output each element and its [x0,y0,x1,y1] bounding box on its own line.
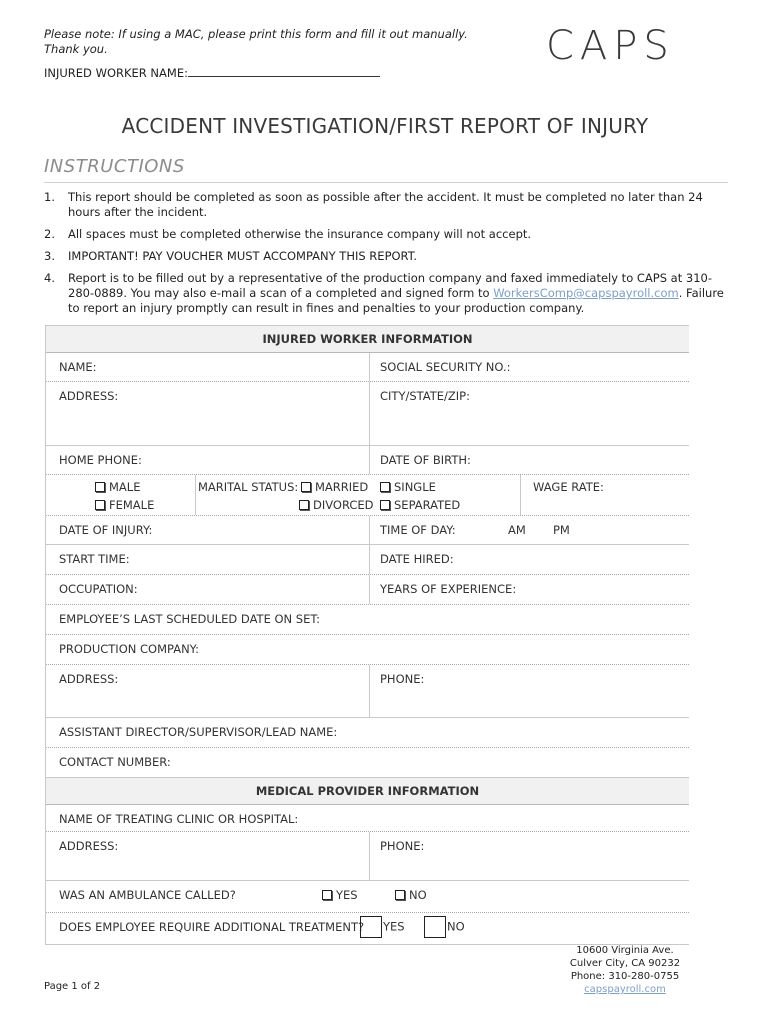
list-text-before: Report is to be filled out by a representative of the production company and faxed immediately to CAPS at 310-280-0889. You may also e-mail a scan of a completed and signed form to [68,271,712,300]
instructions-divider [44,182,728,183]
ambulance-yes-label: YES [336,888,358,902]
married-label: MARRIED [315,480,369,494]
list-item [44,271,724,316]
list-number: 4. [44,271,55,285]
list-item [44,190,724,220]
medical-address-row [46,832,689,881]
name-field[interactable]: NAME: [59,360,97,374]
column-divider [520,475,521,515]
address-phone: Phone: 310-280-0755 [570,971,680,982]
page-number: Page 1 of 2 [44,981,101,992]
home-phone-row [46,446,689,475]
married-option[interactable] [301,480,368,494]
married-checkbox[interactable] [301,482,311,492]
address-line2: Culver City, CA 90232 [569,958,681,969]
production-address-row [46,665,689,718]
clinic-field[interactable]: NAME OF TREATING CLINIC OR HOSPITAL: [59,812,299,826]
list-text: This report should be completed as soon as possible after the accident. It must be completed no later than 24 hours after the incident. [68,190,703,219]
ambulance-no-label: NO [409,888,427,902]
additional-treatment-row [46,913,689,945]
additional-treatment-question: DOES EMPLOYEE REQUIRE ADDITIONAL TREATMENT? [59,920,365,934]
separated-checkbox[interactable] [380,500,390,510]
list-text-after: . Failure to report an injury promptly can result in fines and penalties to your production company. [68,286,724,315]
production-company-row [46,635,689,665]
start-time-field[interactable]: START TIME: [59,552,130,566]
website-link[interactable]: capspayroll.com [584,984,666,995]
pm-option[interactable]: PM [553,523,570,537]
single-checkbox[interactable] [380,482,390,492]
address-row [46,382,689,446]
start-time-row [46,545,689,575]
years-experience-field[interactable]: YEARS OF EXPERIENCE: [380,582,517,596]
instructions-list [44,190,724,323]
medical-section-heading: MEDICAL PROVIDER INFORMATION [46,777,689,805]
gender-marital-row [46,475,689,515]
caps-logo: CAPS [546,23,675,69]
list-item [44,249,724,264]
contact-number-field[interactable]: CONTACT NUMBER: [59,755,171,769]
list-text: All spaces must be completed otherwise the insurance company will not accept. [68,227,532,241]
treatment-yes-checkbox[interactable] [360,916,382,938]
injured-worker-name-label: INJURED WORKER NAME: [44,66,188,80]
occupation-field[interactable]: OCCUPATION: [59,582,138,596]
column-divider [369,446,370,474]
last-scheduled-field[interactable]: EMPLOYEE’S LAST SCHEDULED DATE ON SET: [59,612,321,626]
dob-field[interactable]: DATE OF BIRTH: [380,453,471,467]
mac-note-line2: Thank you. [44,42,108,56]
ambulance-no-option[interactable] [395,888,427,902]
supervisor-field[interactable]: ASSISTANT DIRECTOR/SUPERVISOR/LEAD NAME: [59,725,338,739]
clinic-row [46,805,689,832]
column-divider [195,475,196,515]
list-number: 3. [44,249,55,263]
list-number: 1. [44,190,55,204]
production-phone-field[interactable]: PHONE: [380,672,425,686]
ssn-field[interactable]: SOCIAL SECURITY NO.: [380,360,511,374]
ambulance-yes-checkbox[interactable] [322,890,332,900]
mac-note-line1: Please note: If using a MAC, please print this form and fill it out manually. [44,27,468,41]
mac-note [44,27,468,57]
treatment-no-checkbox[interactable] [424,916,446,938]
medical-address-field[interactable]: ADDRESS: [59,839,119,853]
female-checkbox[interactable] [95,500,105,510]
caps-address [540,944,710,996]
date-of-injury-row [46,515,689,545]
single-option[interactable] [380,480,436,494]
list-number: 2. [44,227,55,241]
column-divider [369,832,370,880]
female-label: FEMALE [109,498,155,512]
male-checkbox[interactable] [95,482,105,492]
medical-phone-field[interactable]: PHONE: [380,839,425,853]
city-state-zip-field[interactable]: CITY/STATE/ZIP: [380,389,470,403]
ambulance-yes-option[interactable] [322,888,358,902]
list-item [44,227,724,242]
instructions-heading: INSTRUCTIONS [44,156,185,177]
column-divider [369,545,370,574]
treatment-no-option[interactable] [424,916,465,938]
supervisor-row [46,718,689,748]
ambulance-row [46,881,689,913]
ambulance-no-checkbox[interactable] [395,890,405,900]
treatment-yes-option[interactable] [360,916,405,938]
name-row [46,353,689,382]
occupation-row [46,575,689,605]
email-link[interactable]: WorkersComp@capspayroll.com [493,286,679,300]
am-option[interactable]: AM [508,523,526,537]
column-divider [369,516,370,544]
column-divider [369,382,370,445]
address-line1: 10600 Virginia Ave. [576,945,674,956]
ambulance-question: WAS AN AMBULANCE CALLED? [59,888,236,902]
address-field[interactable]: ADDRESS: [59,389,119,403]
date-of-injury-field[interactable]: DATE OF INJURY: [59,523,153,537]
column-divider [369,575,370,604]
time-of-day-field[interactable]: TIME OF DAY: [380,523,456,537]
home-phone-field[interactable]: HOME PHONE: [59,453,142,467]
treatment-yes-label: YES [383,919,405,934]
list-text: IMPORTANT! PAY VOUCHER MUST ACCOMPANY THIS REPORT. [68,249,418,263]
report-form [45,325,689,945]
male-label: MALE [109,480,141,494]
injured-worker-name-line[interactable] [188,65,380,77]
divorced-checkbox[interactable] [299,500,309,510]
female-option[interactable] [95,498,154,512]
treatment-no-label: NO [447,919,465,934]
divorced-label: DIVORCED [313,498,374,512]
production-address-field[interactable]: ADDRESS: [59,672,119,686]
worker-section-heading: INJURED WORKER INFORMATION [46,325,689,353]
wage-rate-field[interactable]: WAGE RATE: [533,480,604,494]
separated-label: SEPARATED [394,498,461,512]
page-title: ACCIDENT INVESTIGATION/FIRST REPORT OF INJURY [121,114,649,138]
column-divider [369,665,370,717]
divorced-option[interactable] [299,498,374,512]
production-company-field[interactable]: PRODUCTION COMPANY: [59,642,200,656]
marital-status-label: MARITAL STATUS: [198,480,299,494]
separated-option[interactable] [380,498,460,512]
list-text [68,271,724,316]
single-label: SINGLE [394,480,436,494]
male-option[interactable] [95,480,140,494]
injured-worker-name-field[interactable] [44,65,380,80]
last-scheduled-row [46,605,689,635]
date-hired-field[interactable]: DATE HIRED: [380,552,454,566]
column-divider [369,353,370,381]
contact-number-row [46,748,689,777]
